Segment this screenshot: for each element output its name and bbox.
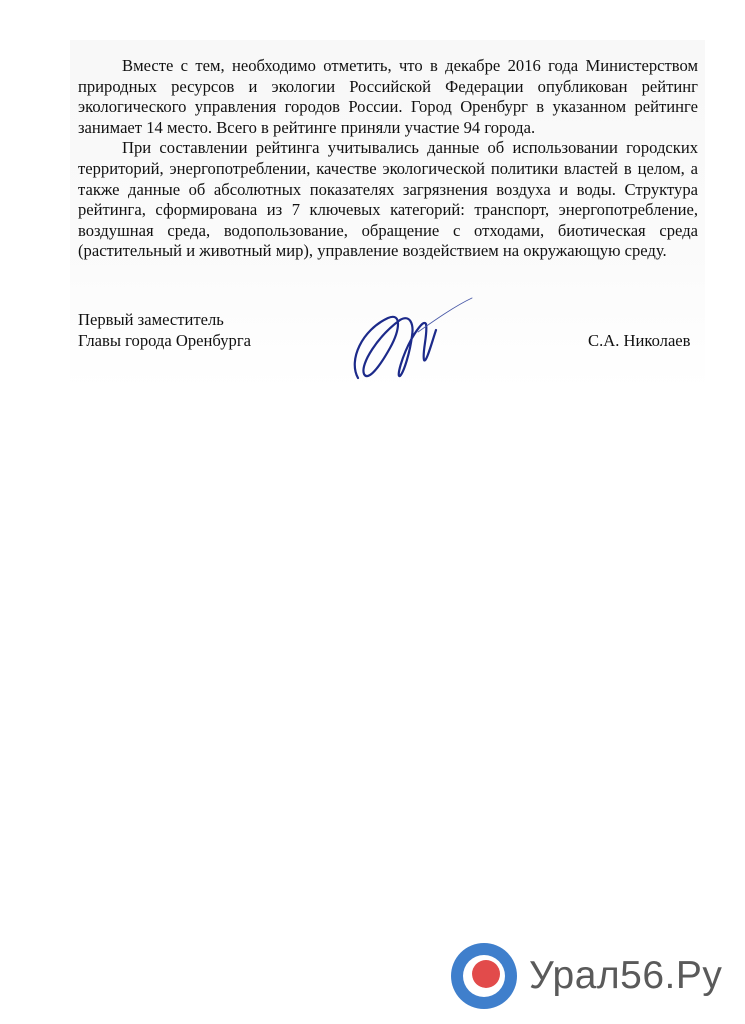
site-watermark-logo: [447, 940, 722, 1012]
logo-mark-icon: [447, 939, 521, 1013]
letter-body: [78, 56, 698, 262]
logo-text: Урал56.Ру: [529, 954, 723, 997]
handwritten-signature: [340, 290, 480, 390]
position-line-2: Главы города Оренбурга: [78, 330, 251, 350]
paragraph-rating-announcement: Вместе с тем, необходимо отметить, что в декабре 2016 года Министерством природных ресурсов и экологии Российской Федерации опубликован рейтинг экологического управления городов России. Город Оренбург в указанном рейтинге занимает 14 место. Всего в рейтинге приняли участие 94 города.: [78, 56, 698, 137]
signer-name: С.А. Николаев: [588, 331, 691, 350]
position-line-1: Первый заместитель: [78, 310, 224, 329]
paragraph-rating-structure: При составлении рейтинга учитывались данные об использовании городских территорий, энергопотреблении, качестве экологической политики властей в целом, а также данные об абсолютных показателях загрязнения воздуха и воды. Структура рейтинга, сформирована из 7 ключевых категорий: транспорт, энергопотребление, воздушная среда, водопользование, обращение с отходами, биотическая среда (растительный и животный мир), управление воздействием на окружающую среду.: [78, 138, 698, 261]
signatory-position: [78, 310, 251, 351]
